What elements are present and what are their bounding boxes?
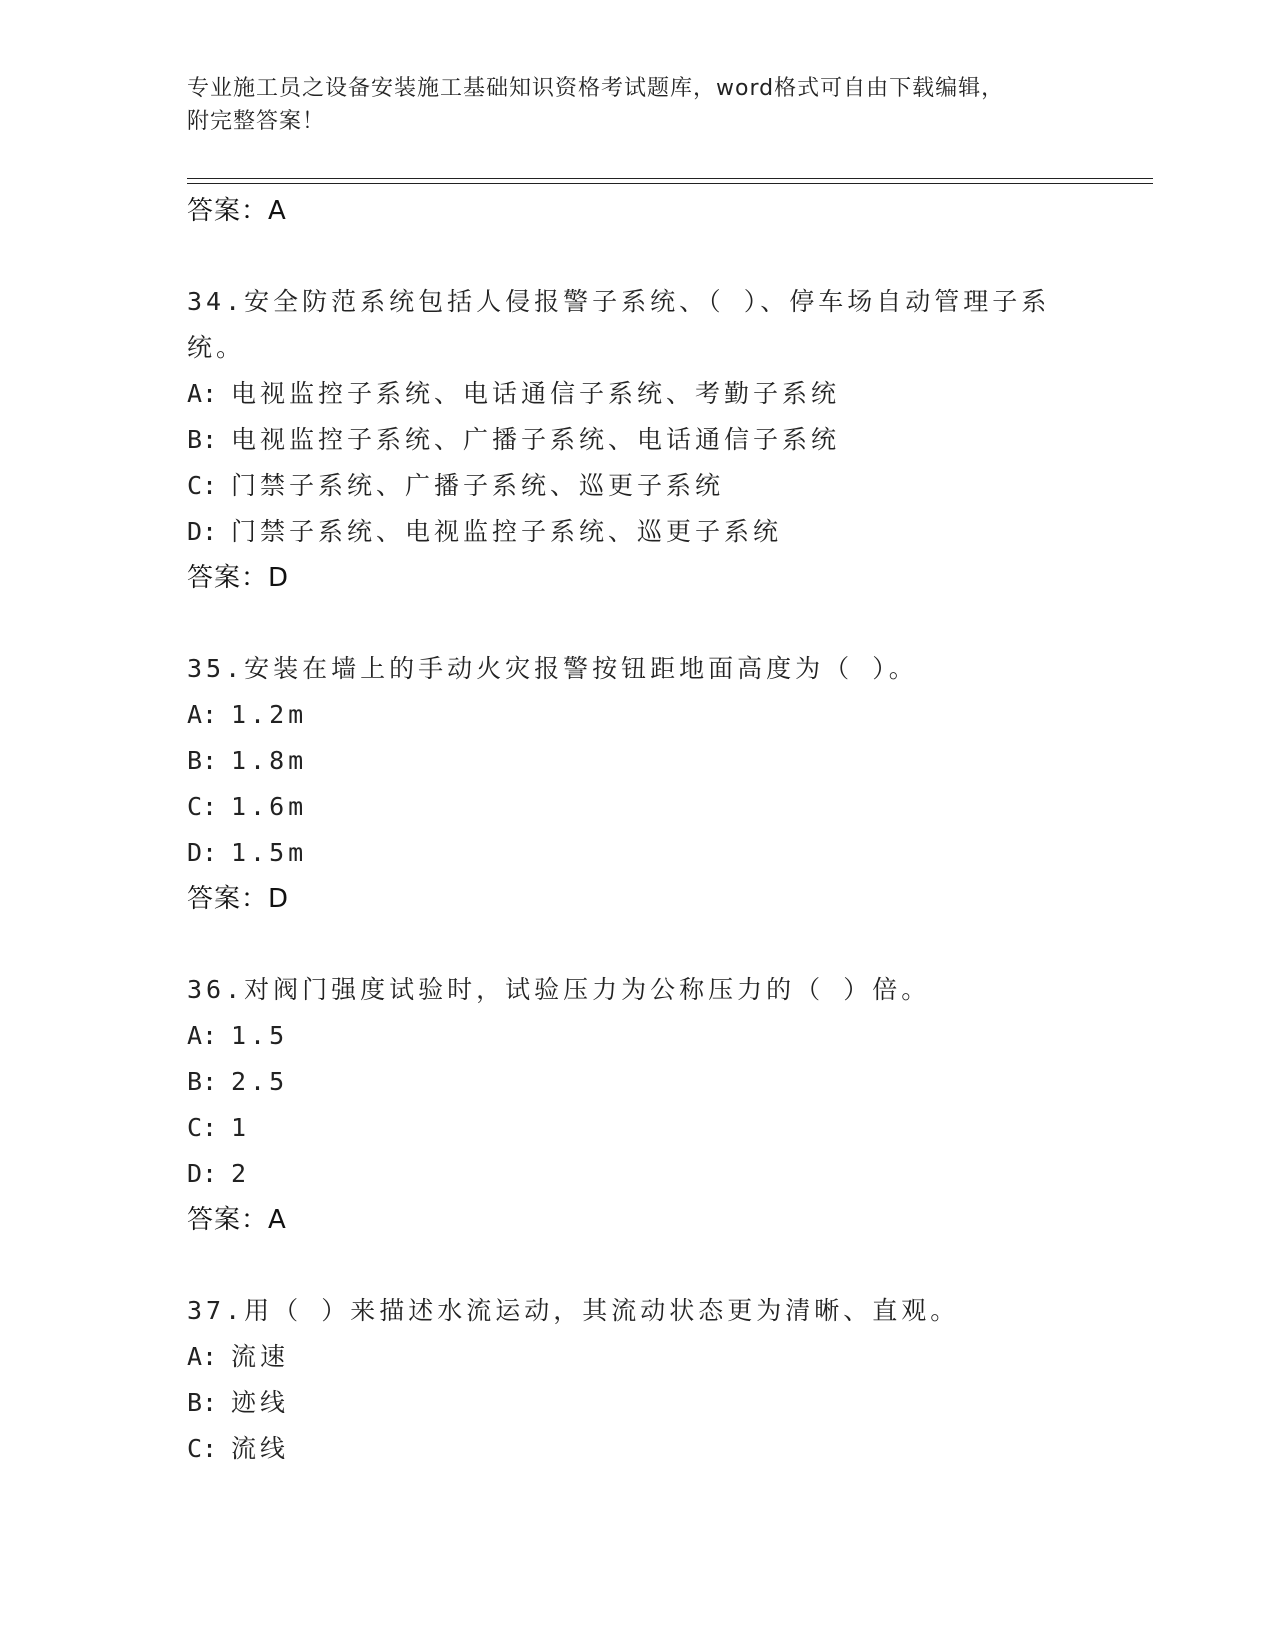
answer-line xyxy=(187,876,1087,922)
option-a xyxy=(187,371,1087,417)
option-b xyxy=(187,417,1087,463)
option-text: 1.5m xyxy=(231,838,308,867)
option-text: 电视监控子系统、广播子系统、电话通信子系统 xyxy=(231,425,841,454)
option-text: 1.5 xyxy=(231,1021,289,1050)
option-letter: C: xyxy=(187,471,218,500)
option-a xyxy=(187,692,1087,738)
answer-value: D xyxy=(268,563,290,593)
option-letter: C: xyxy=(187,1113,218,1142)
option-b xyxy=(187,1380,1087,1426)
answer-value: A xyxy=(268,1205,287,1235)
option-letter: B: xyxy=(187,425,218,454)
answer-line xyxy=(187,555,1087,601)
question-35 xyxy=(187,646,1087,922)
option-letter: A: xyxy=(187,1021,218,1050)
option-text: 2 xyxy=(231,1159,251,1188)
option-c xyxy=(187,784,1087,830)
answer-label: 答案： xyxy=(187,563,269,593)
answer-value: A xyxy=(268,196,287,226)
option-b xyxy=(187,738,1087,784)
answer-label: 答案： xyxy=(187,196,269,226)
option-text: 门禁子系统、电视监控子系统、巡更子系统 xyxy=(231,517,783,546)
question-34 xyxy=(187,279,1087,601)
answer-line xyxy=(187,188,1087,234)
option-c xyxy=(187,463,1087,509)
option-letter: C: xyxy=(187,792,218,821)
header-divider-bottom xyxy=(187,183,1153,184)
option-letter: D: xyxy=(187,517,218,546)
option-d xyxy=(187,509,1087,555)
option-text: 流线 xyxy=(231,1434,290,1463)
option-text: 迹线 xyxy=(231,1388,290,1417)
option-d xyxy=(187,1151,1087,1197)
option-letter: A: xyxy=(187,700,218,729)
option-d xyxy=(187,830,1087,876)
answer-value: D xyxy=(268,884,290,914)
question-37 xyxy=(187,1288,1087,1472)
option-c xyxy=(187,1426,1087,1472)
answer-label: 答案： xyxy=(187,1205,269,1235)
option-text: 1 xyxy=(231,1113,251,1142)
option-a xyxy=(187,1013,1087,1059)
option-text: 1.2m xyxy=(231,700,308,729)
option-letter: B: xyxy=(187,746,218,775)
option-letter: B: xyxy=(187,1067,218,1096)
option-letter: A: xyxy=(187,379,218,408)
option-b xyxy=(187,1059,1087,1105)
option-text: 1.8m xyxy=(231,746,308,775)
option-text: 流速 xyxy=(231,1342,290,1371)
option-letter: C: xyxy=(187,1434,218,1463)
question-36 xyxy=(187,967,1087,1243)
document-header xyxy=(187,72,1067,138)
option-text: 电视监控子系统、电话通信子系统、考勤子系统 xyxy=(231,379,841,408)
option-a xyxy=(187,1334,1087,1380)
header-divider-top xyxy=(187,178,1153,179)
question-text: 36.对阀门强度试验时，试验压力为公称压力的（ ）倍。 xyxy=(187,975,931,1004)
header-line-1: 专业施工员之设备安装施工基础知识资格考试题库，word格式可自由下载编辑， xyxy=(187,76,1005,101)
option-letter: A: xyxy=(187,1342,218,1371)
option-text: 1.6m xyxy=(231,792,308,821)
question-list xyxy=(187,188,1087,1472)
option-text: 门禁子系统、广播子系统、巡更子系统 xyxy=(231,471,725,500)
question-text: 37.用（ ）来描述水流运动，其流动状态更为清晰、直观。 xyxy=(187,1296,960,1325)
option-letter: B: xyxy=(187,1388,218,1417)
answer-line xyxy=(187,1197,1087,1243)
option-text: 2.5 xyxy=(231,1067,289,1096)
option-letter: D: xyxy=(187,838,218,867)
answer-label: 答案： xyxy=(187,884,269,914)
question-text: 35.安装在墙上的手动火灾报警按钮距地面高度为（ ）。 xyxy=(187,654,918,683)
header-line-2: 附完整答案！ xyxy=(187,109,326,134)
option-c xyxy=(187,1105,1087,1151)
option-letter: D: xyxy=(187,1159,218,1188)
question-text: 34.安全防范系统包括人侵报警子系统、（ ）、停车场自动管理子系统。 xyxy=(187,287,1051,362)
